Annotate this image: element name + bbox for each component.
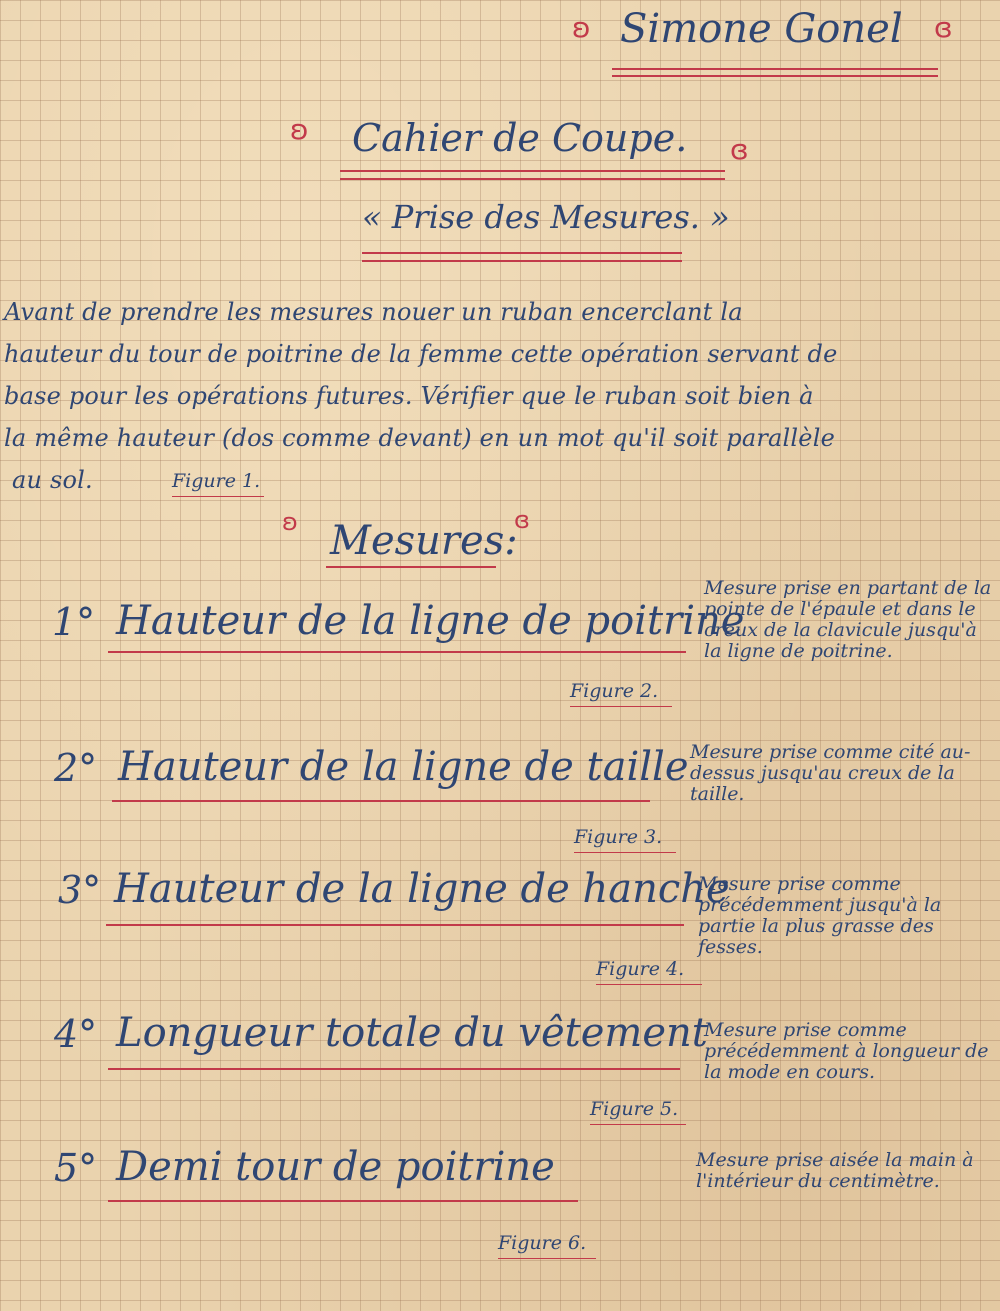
item-number: 3° [58, 868, 102, 912]
intro-line: Avant de prendre les mesures nouer un ruban encerclant la [4, 298, 743, 326]
author-underline [612, 68, 938, 70]
item-note: Mesure prise aisée la main à l'intérieur du centimètre. [696, 1149, 974, 1192]
item-title: Demi tour de poitrine [116, 1144, 555, 1190]
item-title: Hauteur de la ligne de hanche [114, 866, 730, 912]
figure-underline [574, 852, 676, 853]
item-note: Mesure prise comme cité au-dessus jusqu'au creux de la taille. [690, 741, 971, 805]
subtitle-underline [362, 260, 682, 262]
figure-reference: Figure 4. [596, 958, 685, 980]
item-title: Hauteur de la ligne de taille [118, 744, 689, 790]
title-underline [340, 178, 725, 180]
subtitle: « Prise des Mesures. » [362, 198, 730, 236]
flourish-ornament-icon: ɞ [730, 133, 749, 166]
figure-underline [596, 984, 702, 985]
item-number: 4° [54, 1012, 98, 1056]
item-note: Mesure prise comme précédemment à longueur de la mode en cours. [704, 1019, 989, 1083]
flourish-ornament-icon: ʚ [572, 11, 591, 44]
item-title: Hauteur de la ligne de poitrine [116, 598, 745, 644]
item-underline [106, 924, 684, 926]
subtitle-underline [362, 252, 682, 254]
figure-underline [172, 496, 264, 497]
item-number: 1° [52, 600, 96, 644]
figure-underline [590, 1124, 686, 1125]
author-underline [612, 75, 938, 77]
intro-line: hauteur du tour de poitrine de la femme cette opération servant de [4, 340, 838, 368]
figure-reference: Figure 5. [590, 1098, 679, 1120]
figure-reference: Figure 2. [570, 680, 659, 702]
heading-underline [326, 566, 496, 568]
figure-reference: Figure 6. [498, 1232, 587, 1254]
flourish-ornament-icon: ɞ [514, 506, 530, 534]
figure-reference: Figure 3. [574, 826, 663, 848]
figure-underline [498, 1258, 596, 1259]
item-underline [108, 1068, 680, 1070]
flourish-ornament-icon: ʚ [290, 113, 309, 146]
figure-reference: Figure 1. [172, 470, 261, 492]
item-note: Mesure prise comme précédemment jusqu'à la partie la plus grasse des fesses. [698, 873, 942, 958]
flourish-ornament-icon: ɞ [934, 11, 953, 44]
section-heading: Mesures: [330, 518, 518, 564]
title-underline [340, 170, 725, 172]
figure-underline [570, 706, 672, 707]
item-underline [112, 800, 650, 802]
item-number: 2° [54, 746, 98, 790]
item-underline [108, 1200, 578, 1202]
author-name: Simone Gonel [620, 6, 903, 52]
intro-line: la même hauteur (dos comme devant) en un mot qu'il soit parallèle [4, 424, 835, 452]
item-title: Longueur totale du vêtement [116, 1010, 708, 1056]
notebook-title: Cahier de Coupe. [352, 116, 688, 160]
item-number: 5° [54, 1146, 98, 1190]
item-note: Mesure prise en partant de la pointe de l'épaule et dans le creux de la clavicule jusqu'à la ligne de poitrine. [704, 577, 992, 662]
intro-line: base pour les opérations futures. Vérifier que le ruban soit bien à [4, 382, 814, 410]
item-underline [108, 651, 686, 653]
flourish-ornament-icon: ʚ [282, 508, 298, 536]
intro-line: au sol. [12, 466, 93, 494]
